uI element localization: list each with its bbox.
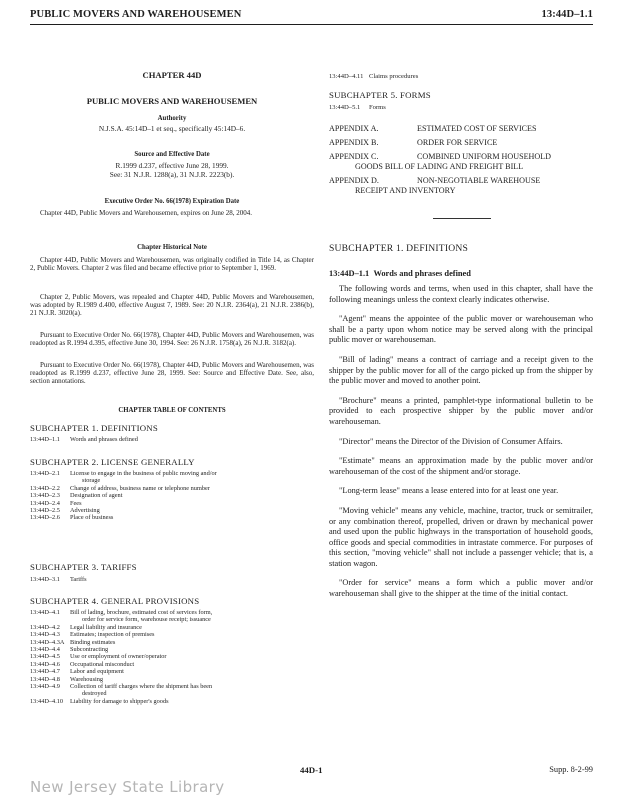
toc-entry — [30, 683, 314, 698]
toc-entry-title: Forms — [369, 104, 386, 111]
definition-brochure: "Brochure" means a printed, pamphlet-type informational bulletin to be provided to each prospective shipper by the public mover and/or warehouseman. — [329, 395, 593, 426]
toc-entry-title-line: Bill of lading, brochure, estimated cost of services form, — [70, 609, 213, 616]
toc-entry-title: Warehousing — [70, 675, 104, 683]
toc-entry — [30, 436, 314, 443]
toc-entry-title: Use or employment of owner/operator — [70, 653, 167, 661]
definition-long-term-lease: "Long-term lease" means a lease entered into for at least one year. — [339, 486, 559, 496]
source-heading: Source and Effective Date — [134, 151, 210, 158]
toc-entry-number: 13:44D–4.11 — [329, 73, 364, 80]
toc-entry-number: 13:44D–2.5 — [30, 507, 60, 515]
toc-entry-title-line: License to engage in the business of public moving and/or — [70, 470, 217, 477]
header-rule — [30, 24, 593, 25]
definition-moving-vehicle: "Moving vehicle" means any vehicle, machine, tractor, truck or semitrailer, or any combination thereof, propelled, driven or drawn by mechanical power and used upon the public highways in the transportation of household goods, office goods and special commodities in intrastate commerce. For purposes of this section, "moving vehicle" shall not include a passenger vehicle; that is, a station wagon. — [329, 505, 593, 568]
toc-subchapter-3: SUBCHAPTER 3. TARIFFS — [30, 562, 137, 572]
toc-sub4-list — [30, 609, 314, 705]
toc-subchapter-5: SUBCHAPTER 5. FORMS — [329, 90, 431, 100]
toc-entry-title — [70, 683, 314, 698]
toc-entry-number: 13:44D–4.5 — [30, 653, 60, 661]
toc-entry-title: Change of address, business name or telephone number — [70, 484, 210, 492]
toc-entry-title: Occupational misconduct — [70, 660, 135, 668]
subchapter-1-heading: SUBCHAPTER 1. DEFINITIONS — [329, 243, 469, 254]
appendix-label: APPENDIX B. — [329, 138, 379, 147]
appendix-label: APPENDIX A. — [329, 124, 379, 133]
appendix-title: NON-NEGOTIABLE WAREHOUSE — [417, 176, 541, 185]
toc-entry — [30, 492, 314, 499]
appendix-title-cont: RECEIPT AND INVENTORY — [355, 186, 456, 195]
appendix-title-cont: GOODS BILL OF LADING AND FREIGHT BILL — [355, 162, 524, 171]
toc-entry-number: 13:44D–2.2 — [30, 484, 60, 492]
definition-order-for-service: "Order for service" means a form which a public mover and/or warehouseman shall give to the shipper at the time of the initial contact. — [329, 578, 593, 599]
source-line-2: See: 31 N.J.R. 1288(a), 31 N.J.R. 2223(b). — [109, 170, 235, 179]
appendix-label: APPENDIX C. — [329, 152, 379, 161]
definition-intro: The following words and terms, when used in this chapter, shall have the following meanings unless the context clearly indicates otherwise. — [329, 284, 593, 304]
section-heading — [329, 269, 593, 278]
toc-entry — [30, 507, 314, 514]
toc-entry-title: Claims procedures — [369, 73, 419, 80]
running-header — [30, 6, 593, 22]
toc-entry — [329, 73, 593, 80]
toc-entry-number: 13:44D–2.3 — [30, 492, 60, 500]
toc-entry — [30, 639, 314, 646]
toc-entry — [329, 104, 593, 111]
definition-agent: "Agent" means the appointee of the public mover or warehouseman who shall be a party upon whom notice may be served along with the principal public mover or warehouseman. — [329, 314, 593, 345]
definition-director: "Director" means the Director of the Division of Consumer Affairs. — [339, 436, 563, 446]
toc-entry-number: 13:44D–4.3A — [30, 638, 65, 646]
toc-entry-number: 13:44D–4.4 — [30, 646, 60, 654]
appendix-title: ESTIMATED COST OF SERVICES — [417, 124, 537, 133]
appendix-entry — [329, 138, 593, 148]
page-footer — [0, 765, 623, 779]
toc-continued — [329, 73, 593, 80]
toc-entry-title-cont: order for service form, warehouse receipt; issuance — [82, 616, 211, 624]
appendix-list — [329, 124, 593, 196]
toc-entry-title: Estimates; inspection of premises — [70, 631, 155, 639]
historical-note-p1: Chapter 44D, Public Movers and Warehousemen, was originally codified in Title 14, as Chapter 2, Public Movers. Chapter 2 was filed and became effective prior to September 1, 1969. — [30, 256, 314, 273]
toc-entry-title: Binding estimates — [70, 638, 116, 646]
authority-text: N.J.S.A. 45:14D–1 et seq., specifically 45:14D–6. — [98, 124, 246, 133]
toc-entry-title: Place of business — [70, 514, 114, 522]
toc-entry — [30, 500, 314, 507]
appendix-entry — [329, 176, 593, 186]
toc-entry-title: Advertising — [70, 507, 100, 515]
toc-entry-number: 13:44D–2.6 — [30, 514, 60, 522]
toc-entry-number: 13:44D–5.1 — [329, 104, 361, 111]
definition-estimate: "Estimate" means an approximation made by the public mover and/or warehouseman of the cost of the shipment and/or storage. — [329, 456, 593, 476]
toc-heading: CHAPTER TABLE OF CONTENTS — [118, 407, 226, 414]
section-number: 13:44D–1.1 — [329, 269, 370, 278]
toc-entry — [30, 576, 314, 583]
header-section: 13:44D–1.1 — [541, 8, 593, 20]
toc-entry-number: 13:44D–4.1 — [30, 609, 60, 616]
toc-sub5-list — [329, 104, 593, 111]
toc-entry-number: 13:44D–4.9 — [30, 683, 60, 691]
appendix-title: ORDER FOR SERVICE — [417, 138, 498, 147]
toc-entry-title: Words and phrases defined — [70, 436, 138, 443]
appendix-entry — [329, 152, 593, 162]
toc-entry — [30, 514, 314, 521]
library-watermark: New Jersey State Library — [30, 778, 225, 796]
toc-entry-title: Tariffs — [70, 576, 87, 583]
toc-entry-title-line: Collection of tariff charges where the shipment has been — [70, 683, 213, 691]
appendix-entry — [329, 124, 593, 134]
toc-sub1-list — [30, 436, 314, 443]
toc-entry-title-cont: storage — [82, 477, 101, 485]
toc-entry-title: Subcontracting — [70, 646, 109, 654]
toc-subchapter-1: SUBCHAPTER 1. DEFINITIONS — [30, 423, 158, 433]
toc-entry-number: 13:44D–4.3 — [30, 631, 60, 639]
historical-note-heading: Chapter Historical Note — [137, 244, 207, 251]
toc-entry — [30, 668, 314, 675]
source-line-1: R.1999 d.237, effective June 28, 1999. — [115, 161, 229, 170]
toc-entry-number: 13:44D–4.7 — [30, 668, 60, 676]
toc-sub2-list — [30, 470, 314, 522]
supplement-date: Supp. 8-2-99 — [549, 765, 593, 774]
historical-note-p2: Chapter 2, Public Movers, was repealed and Chapter 44D, Public Movers and Warehousemen, was adopted by R.1989 d.400, effective August 7, 1989. See: 20 N.J.R. 2364(a), 21 N.J.R. 2386(b), 21 N.J.R. 3020(a). — [30, 293, 314, 318]
historical-note-p4: Pursuant to Executive Order No. 66(1978), Chapter 44D, Public Movers and Warehousemen, was readopted as R.1999 d.237, effective June 28, 1999. See: Source and Effective Date. See, also, section annotations. — [30, 361, 314, 386]
section-divider — [433, 218, 491, 219]
definition-bill-of-lading: "Bill of lading" means a contract of carriage and a receipt given to the shipper by the public mover for all of the cargo picked up from the shipper by the public mover and moved to another point. — [329, 354, 593, 386]
toc-entry-title — [70, 470, 314, 485]
toc-entry-title: Labor and equipment — [70, 668, 124, 676]
toc-sub3-list — [30, 576, 314, 583]
exec-order-heading: Executive Order No. 66(1978) Expiration Date — [104, 198, 240, 205]
toc-entry-title-cont: destroyed — [82, 690, 107, 698]
toc-entry-title: Fees — [70, 499, 82, 507]
historical-note-p3: Pursuant to Executive Order No. 66(1978), Chapter 44D, Public Movers and Warehousemen, was readopted as R.1994 d.395, effective June 30, 1994. See: 26 N.J.R. 1758(a), 26 N.J.R. 3182(a). — [30, 331, 314, 348]
toc-entry-title — [70, 609, 314, 624]
toc-entry — [30, 609, 314, 624]
toc-entry-number: 13:44D–4.6 — [30, 660, 60, 668]
page-number: 44D-1 — [300, 765, 323, 775]
chapter-title: PUBLIC MOVERS AND WAREHOUSEMEN — [86, 96, 258, 106]
toc-entry — [30, 631, 314, 638]
toc-subchapter-4: SUBCHAPTER 4. GENERAL PROVISIONS — [30, 596, 200, 606]
toc-entry — [30, 470, 314, 485]
section-title: Words and phrases defined — [373, 269, 471, 278]
toc-entry-number: 13:44D–4.8 — [30, 675, 60, 683]
toc-entry-title: Legal liability and insurance — [70, 623, 142, 631]
toc-entry-number: 13:44D–4.10 — [30, 697, 64, 705]
appendix-title: COMBINED UNIFORM HOUSEHOLD — [417, 152, 552, 161]
toc-entry — [30, 676, 314, 683]
toc-entry — [30, 646, 314, 653]
toc-entry-number: 13:44D–1.1 — [30, 436, 60, 443]
toc-entry — [30, 485, 314, 492]
exec-order-text: Chapter 44D, Public Movers and Warehousemen, expires on June 28, 2004. — [40, 209, 252, 217]
toc-entry-number: 13:44D–2.4 — [30, 499, 60, 507]
toc-entry-number: 13:44D–3.1 — [30, 576, 60, 583]
toc-entry-title: Liability for damage to shipper's goods — [70, 697, 169, 705]
toc-entry-number: 13:44D–2.1 — [30, 470, 60, 477]
toc-entry-number: 13:44D–4.2 — [30, 623, 60, 631]
toc-entry — [30, 653, 314, 660]
appendix-label: APPENDIX D. — [329, 176, 379, 185]
header-title: PUBLIC MOVERS AND WAREHOUSEMEN — [30, 8, 242, 20]
chapter-number: CHAPTER 44D — [142, 70, 202, 80]
toc-entry — [30, 698, 314, 705]
toc-subchapter-2: SUBCHAPTER 2. LICENSE GENERALLY — [30, 457, 195, 467]
toc-entry — [30, 624, 314, 631]
toc-entry — [30, 661, 314, 668]
definitions-body — [329, 284, 593, 600]
authority-heading: Authority — [157, 115, 187, 122]
toc-entry-title: Designation of agent — [70, 492, 123, 500]
